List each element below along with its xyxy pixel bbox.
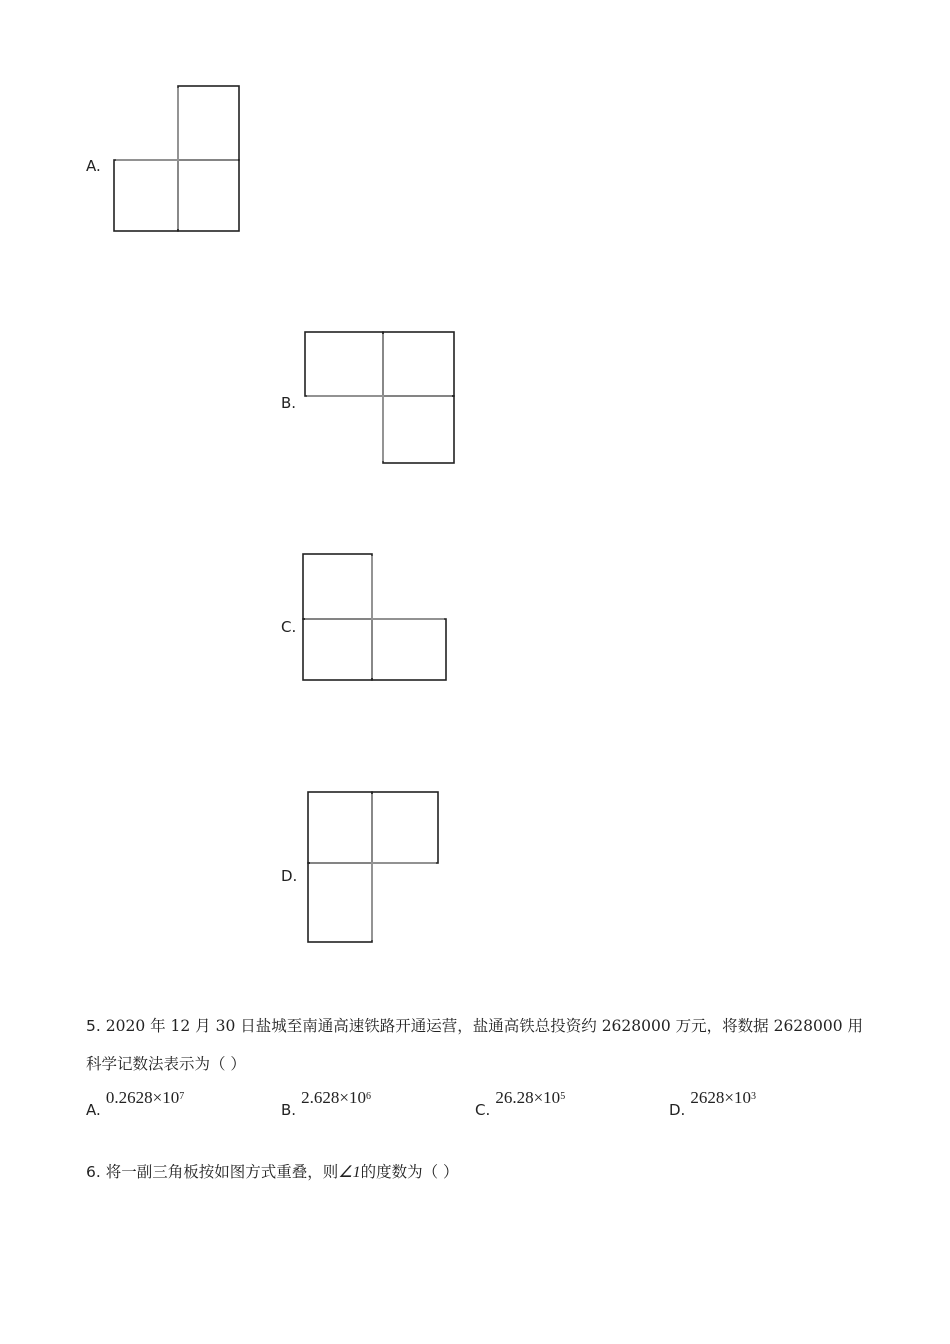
option-a-net-figure	[110, 82, 245, 235]
choice-letter: A.	[86, 1101, 101, 1119]
net-square	[303, 554, 372, 619]
choice-value: $26.28\times 10^5$	[495, 1088, 566, 1107]
net-square	[308, 792, 372, 863]
net-square	[383, 396, 454, 463]
question-6-text-after: 的度数为（ ）	[360, 1163, 459, 1181]
option-b-label: B.	[281, 394, 297, 412]
question-5-line-2: 科学记数法表示为（ ）	[86, 1055, 246, 1073]
net-square	[308, 863, 372, 942]
question-5-choice-c[interactable]	[475, 1088, 566, 1119]
question-5-text: 2020 年 12 月 30 日盐城至南通高速铁路开通运营，盐通高铁总投资约 2628000 万元，将数据 2628000 用	[105, 1017, 864, 1035]
question-5-line-1	[86, 1014, 863, 1036]
net-square	[178, 160, 239, 231]
net-square	[383, 332, 454, 396]
option-c-label: C.	[281, 618, 297, 636]
question-6	[86, 1160, 459, 1182]
question-6-text-before: 将一副三角板按如图方式重叠，则	[105, 1163, 339, 1181]
question-5-choice-b[interactable]	[281, 1088, 371, 1119]
option-b-net-figure	[300, 328, 460, 468]
option-a-label: A.	[86, 157, 101, 175]
choice-value: $0.2628\times 10^7$	[105, 1088, 185, 1107]
net-square	[114, 160, 178, 231]
choice-value: $2.628\times 10^6$	[301, 1088, 371, 1107]
net-square	[372, 792, 438, 863]
option-d-net-figure	[303, 788, 445, 948]
net-square	[178, 86, 239, 160]
question-5-number: 5.	[86, 1017, 101, 1035]
choice-value: $2628\times 10^3$	[690, 1088, 757, 1107]
net-square	[303, 619, 372, 680]
choice-letter: C.	[475, 1101, 491, 1119]
option-d-label: D.	[281, 867, 298, 885]
choice-letter: D.	[669, 1101, 686, 1119]
question-5-choice-d[interactable]	[669, 1088, 757, 1119]
question-6-number: 6.	[86, 1163, 101, 1181]
net-square	[372, 619, 446, 680]
question-5-choice-a[interactable]	[86, 1088, 185, 1119]
option-c-net-figure	[298, 550, 453, 686]
angle-symbol: ∠1	[338, 1164, 361, 1181]
choice-letter: B.	[281, 1101, 297, 1119]
net-square	[305, 332, 383, 396]
